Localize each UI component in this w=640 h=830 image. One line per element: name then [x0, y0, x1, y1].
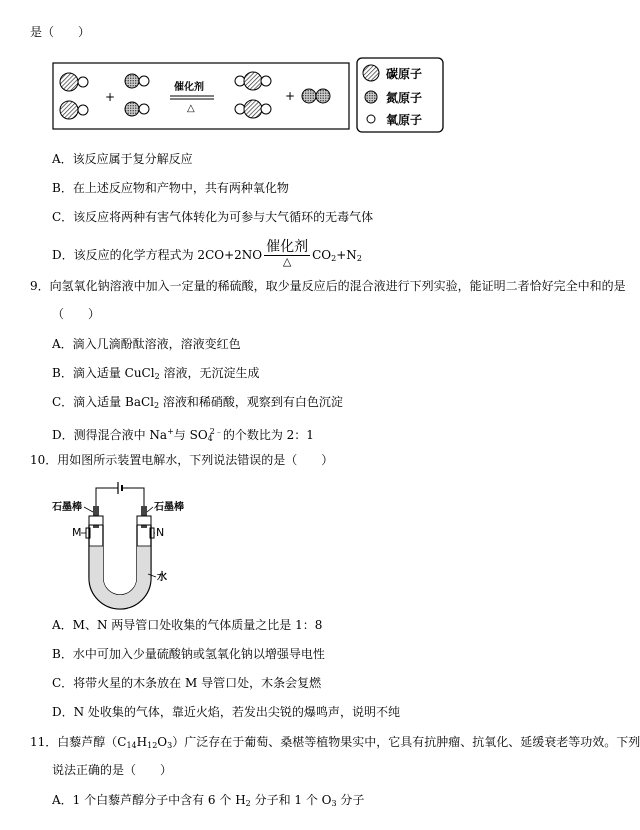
legend-carbon: 碳原子 [386, 67, 423, 81]
q10-option-b: B．水中可加入少量硫酸钠或氢氧化钠以增强导电性 [52, 647, 325, 661]
q11-stem-continued: 说法正确的是（ ） [52, 763, 173, 777]
no-molecule [125, 102, 149, 116]
reaction-diagram [52, 62, 352, 132]
q8-tail: 是（ ） [30, 25, 91, 39]
q8-option-d: D．该反应的化学方程式为 2CO+2NO $\frac{\text{催化剂}}{\triangle}$ $CO_2+N_2$ [52, 239, 362, 268]
q8-option-a: A．该反应属于复分解反应 [52, 152, 193, 166]
q10-stem: 10．用如图所示装置电解水，下列说法错误的是（ ） [30, 453, 334, 467]
q8-option-b: B．在上述反应物和产物中，共有两种氧化物 [52, 181, 289, 195]
plus-sign: + [105, 90, 116, 104]
legend-nitrogen: 氮原子 [386, 91, 423, 105]
no-molecule [125, 74, 149, 88]
water [90, 546, 151, 608]
q11-option-a: A．1 个白藜芦醇分子中含有 6 个 $H_2$ 分子和 1 个 $O_3$ 分子 [52, 793, 365, 808]
q9-option-b: B．滴入适量 CuCl$_2$ 溶液，无沉淀生成 [52, 366, 260, 381]
q10-option-d: D．N 处收集的气体，靠近火焰，若发出尖锐的爆鸣声，说明不纯 [52, 705, 400, 719]
right-rod-label: 石墨棒 [154, 502, 184, 513]
q10-option-a: A．M、N 两导管口处收集的气体质量之比是 1：8 [52, 618, 323, 632]
label-m: M [72, 526, 82, 539]
water-label: 水 [157, 572, 167, 583]
q9-option-a: A．滴入几滴酚酞溶液，溶液变红色 [52, 337, 241, 351]
electrolysis-apparatus [52, 478, 252, 613]
plus-sign: + [285, 89, 296, 103]
q10-option-c: C．将带火星的木条放在 M 导管口处，木条会复燃 [52, 676, 322, 690]
q8-option-c: C．该反应将两种有害气体转化为可参与大气循环的无毒气体 [52, 210, 374, 224]
nitrogen-atom-icon [365, 91, 377, 103]
q9-option-d: D．测得混合液中 Na+与 $SO_4^{2﹣}$的个数比为 2：1 [52, 427, 314, 443]
q9-stem: 9．向氢氧化钠溶液中加入一定量的稀硫酸，取少量反应后的混合液进行下列实验，能证明二者恰好完全中和的是 [30, 279, 626, 293]
catalyst-label: 催化剂 [174, 82, 204, 93]
q11-stem: 11．白藜芦醇$(C_{14}H_{12}O_3)$广泛存在于葡萄、桑椹等植物果实中，它具有抗肿瘤、抗氧化、延缓衰老等功效。下列 [30, 735, 640, 750]
catalyst-condition: $\frac{\text{催化剂}}{\triangle}$ [266, 239, 309, 268]
label-n: N [156, 526, 165, 539]
left-rod-label: 石墨棒 [52, 502, 82, 513]
carbon-atom-icon [363, 65, 379, 81]
atom-legend [356, 57, 446, 135]
oxygen-atom-icon [367, 115, 375, 123]
legend-oxygen: 氧原子 [386, 113, 423, 127]
q9-paren: （ ） [52, 307, 101, 321]
heat-symbol: △ [187, 103, 195, 114]
q9-option-c: C．滴入适量 BaCl$_2$ 溶液和稀硝酸，观察到有白色沉淀 [52, 395, 343, 410]
